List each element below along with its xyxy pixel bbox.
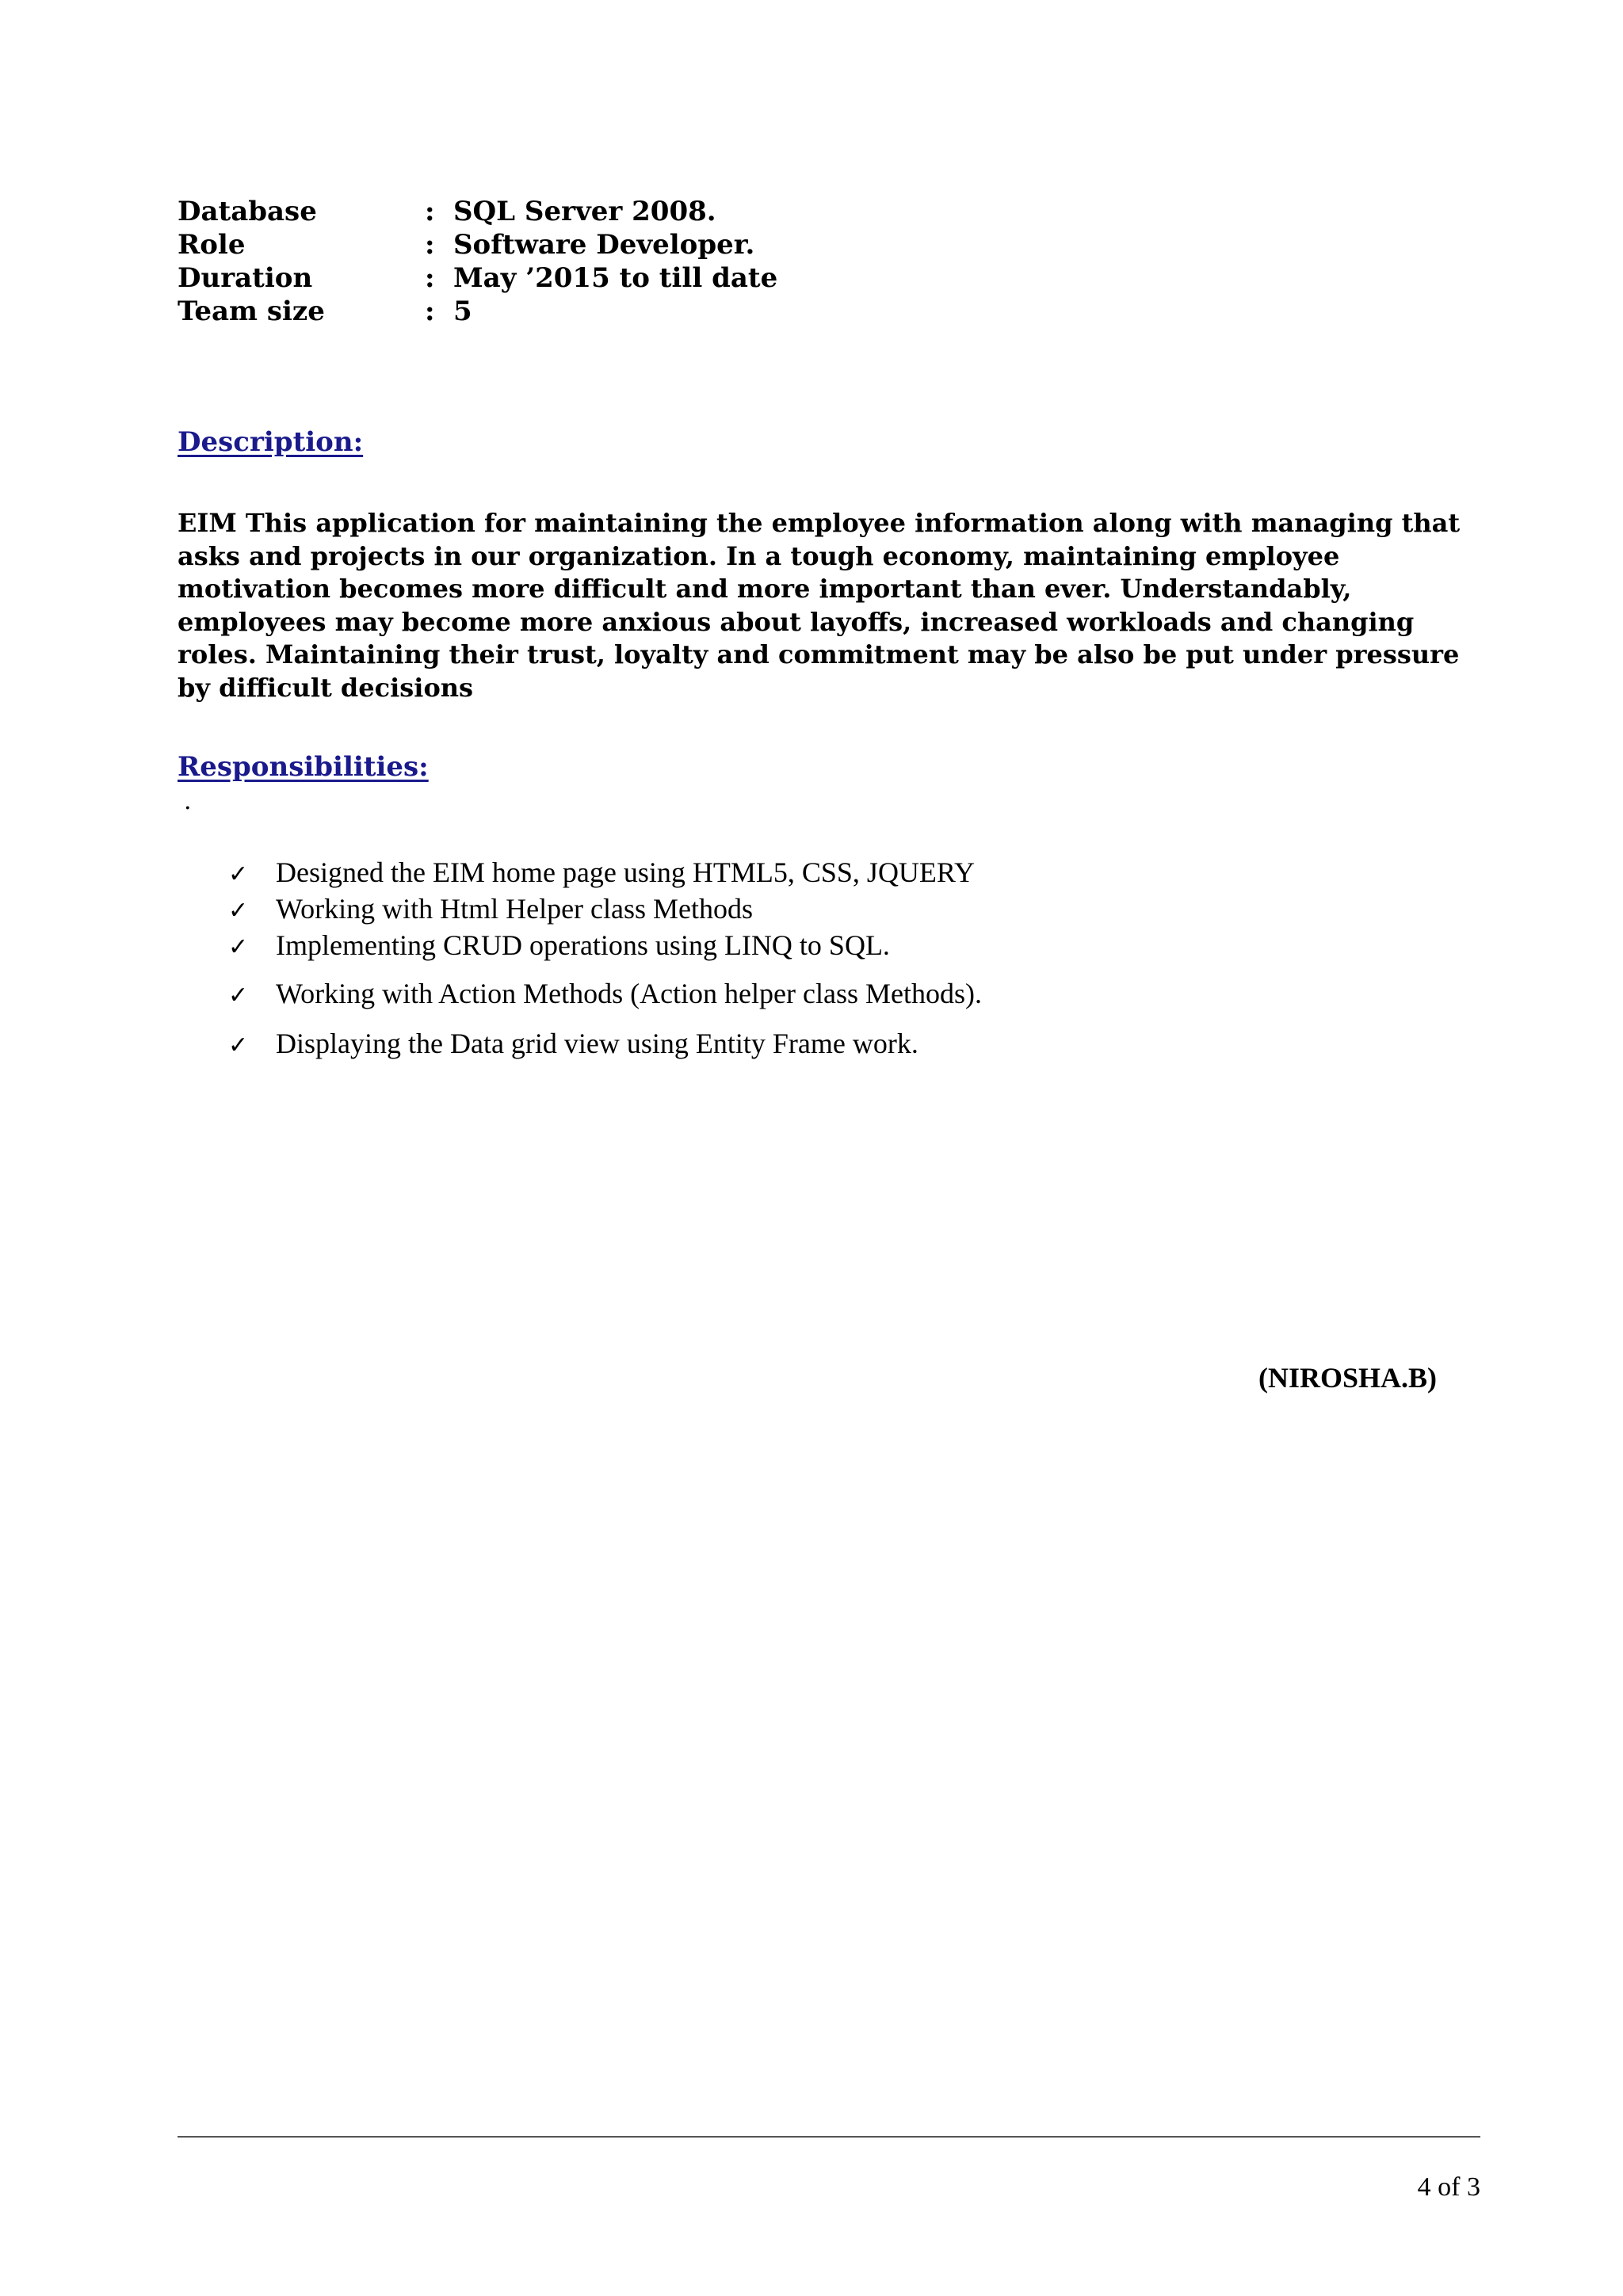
details-label: Role — [178, 229, 246, 261]
checkmark-icon: ✓ — [228, 933, 249, 961]
list-item-text: Working with Action Methods (Action helper class Methods). — [276, 978, 982, 1009]
details-colon: : — [425, 196, 435, 227]
list-item — [228, 977, 982, 1010]
list-item — [228, 892, 753, 925]
checkmark-icon: ✓ — [228, 860, 249, 888]
list-item-text: Designed the EIM home page using HTML5, CSS, JQUERY — [276, 856, 975, 888]
list-item — [228, 929, 890, 962]
description-text: EIM This application for maintaining the employee information along with managing that asks and projects in our organization. In a tough economy, maintaining employee motivation becomes more difficult and more important than ever. Understandably, employees may become more anxious about layoffs, increased workloads and changing roles. Maintaining their trust, loyalty and commitment may be also be put under pressure by difficult decisions — [178, 508, 1461, 703]
details-row-database — [178, 195, 777, 228]
stray-mark: . — [184, 788, 192, 815]
page-number: 4 of 3 — [1417, 2172, 1480, 2202]
details-row-role — [178, 228, 777, 261]
details-label: Duration — [178, 262, 313, 294]
footer-divider — [178, 2136, 1480, 2138]
details-label: Database — [178, 196, 317, 227]
details-row-team-size — [178, 295, 777, 328]
signature-name: (NIROSHA.B) — [1258, 1362, 1438, 1394]
checkmark-icon: ✓ — [228, 897, 249, 925]
checkmark-icon: ✓ — [228, 1032, 249, 1059]
details-value: Software Developer. — [453, 229, 755, 261]
list-item-text: Working with Html Helper class Methods — [276, 893, 754, 925]
list-item — [228, 856, 975, 889]
list-item — [228, 1027, 918, 1060]
details-row-duration — [178, 261, 777, 295]
details-value: SQL Server 2008. — [453, 196, 716, 227]
list-item-text: Displaying the Data grid view using Entity Frame work. — [276, 1028, 918, 1059]
details-value: May ’2015 to till date — [453, 262, 778, 294]
details-value: 5 — [453, 296, 472, 327]
responsibilities-heading: Responsibilities: — [178, 751, 429, 783]
list-item-text: Implementing CRUD operations using LINQ to SQL. — [276, 929, 890, 961]
description-heading: Description: — [178, 426, 364, 458]
checkmark-icon: ✓ — [228, 982, 249, 1009]
details-colon: : — [425, 262, 435, 294]
details-label: Team size — [178, 296, 325, 327]
details-colon: : — [425, 229, 435, 261]
project-details — [178, 195, 777, 328]
details-colon: : — [425, 296, 435, 327]
